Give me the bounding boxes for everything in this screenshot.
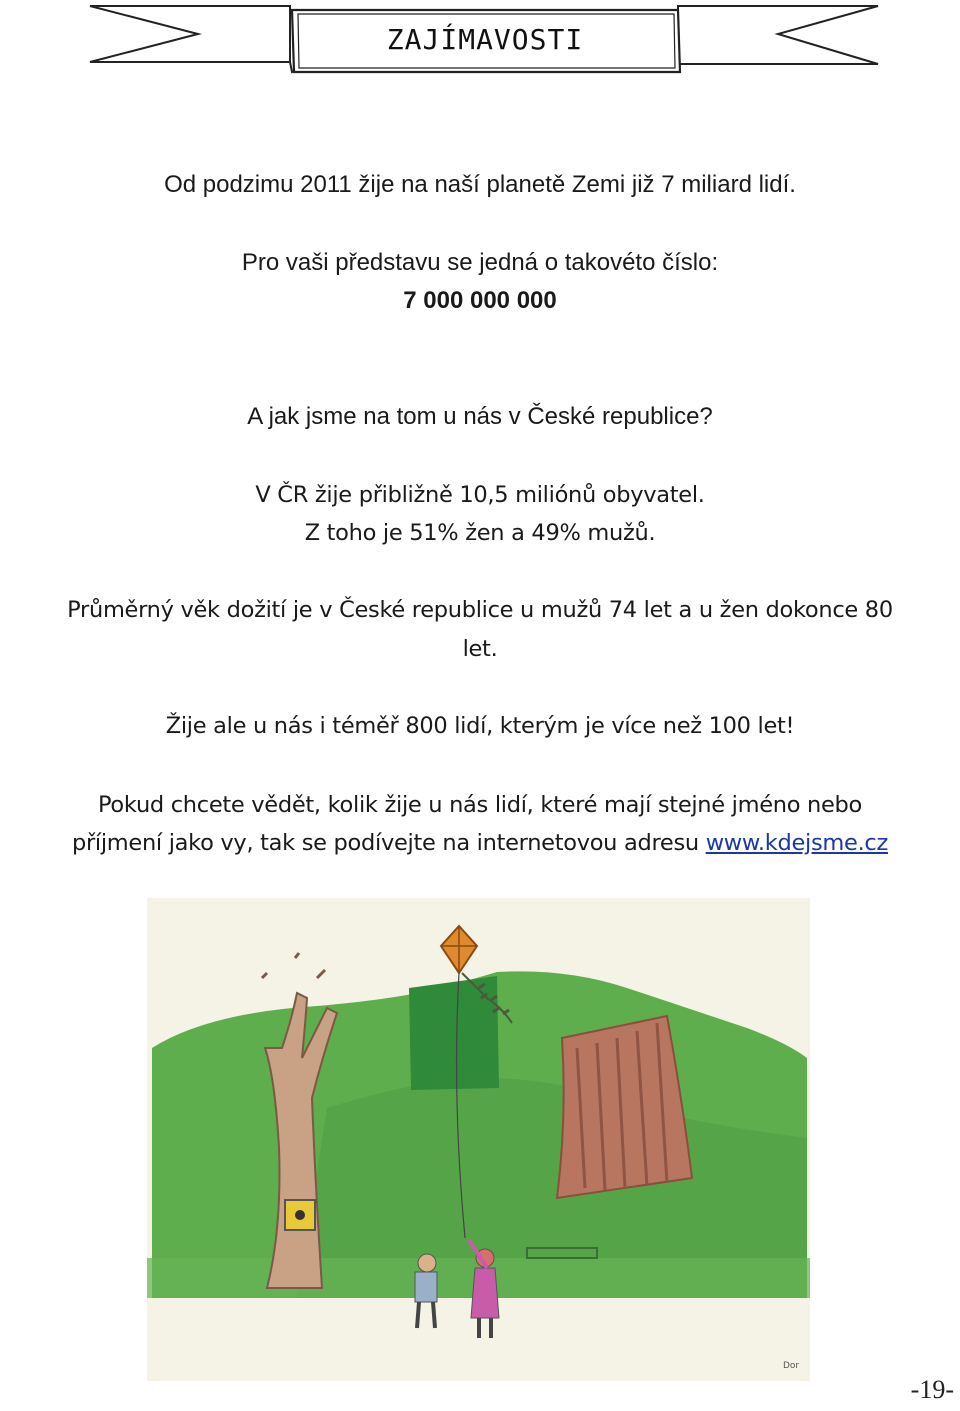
big-number: 7 000 000 000	[403, 287, 557, 314]
lifespan-line-1: Průměrný věk dožití je v České republice u mužů 74 let a u žen dokonce 80	[67, 597, 893, 623]
lifespan-line-2: let.	[462, 636, 498, 662]
names-line-2	[0, 828, 960, 858]
centenarians-text: Žije ale u nás i téměř 800 lidí, kterým je více než 100 let!	[165, 713, 795, 739]
names-line-1: Pokud chcete vědět, kolik žije u nás lidí, které mají stejné jméno nebo	[97, 792, 863, 818]
number-intro-text: Pro vaši představu se jedná o takovéto číslo:	[241, 249, 719, 276]
dark-field	[409, 976, 499, 1090]
world-population-text: Od podzimu 2011 žije na naší planetě Zemi již 7 miliard lidí.	[164, 171, 796, 198]
names-line-2-text: příjmení jako vy, tak se podívejte na internetovou adresu	[71, 830, 706, 856]
czech-question: A jak jsme na tom u nás v České republice?	[247, 403, 713, 430]
czech-population: V ČR žije přibližně 10,5 miliónů obyvatel.	[255, 482, 705, 508]
artist-signature: Dor	[783, 1361, 800, 1371]
banner-title: ZAJÍMAVOSTI	[386, 22, 584, 56]
gender-ratio: Z toho je 51% žen a 49% mužů.	[304, 520, 656, 546]
kite-drawing	[147, 898, 810, 1381]
page-number: -19-	[910, 1375, 954, 1404]
kdejsme-link[interactable]: www.kdejsme.cz	[705, 830, 889, 856]
child-boy	[418, 1254, 436, 1272]
